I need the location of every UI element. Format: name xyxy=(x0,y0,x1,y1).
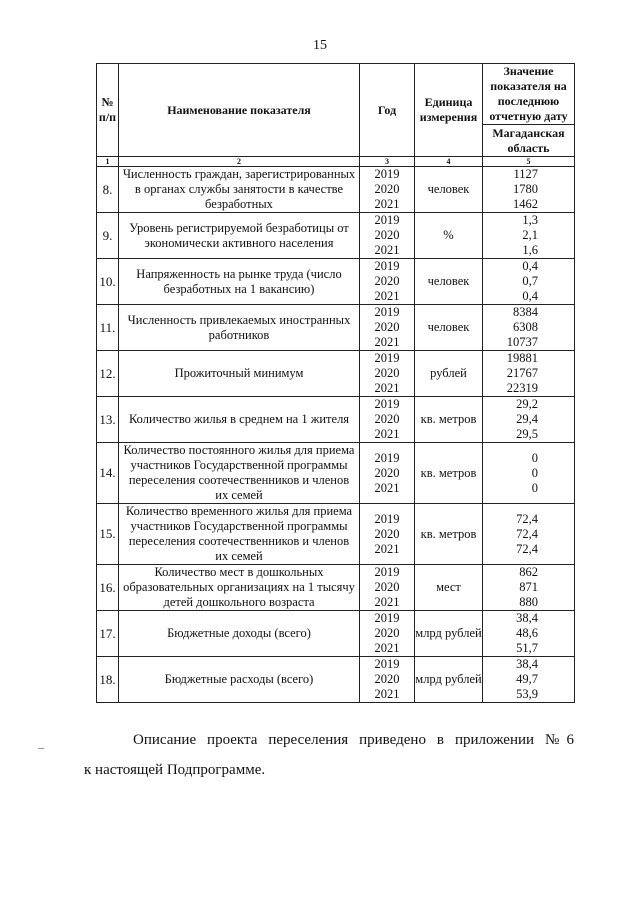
row-number: 10. xyxy=(97,259,119,305)
table-row xyxy=(97,259,575,305)
paragraph-line-1: Описание проекта переселения приведено в приложении №6 xyxy=(133,732,574,748)
table-row xyxy=(97,443,575,504)
indicator-value: 0,4 xyxy=(522,289,538,303)
unit-of-measure: человек xyxy=(415,167,483,213)
year-value: 2020 xyxy=(374,366,400,380)
unit-of-measure: рублей xyxy=(415,351,483,397)
row-years xyxy=(360,259,415,305)
year-value: 2021 xyxy=(374,595,400,609)
row-values xyxy=(483,657,575,703)
unit-of-measure: % xyxy=(415,213,483,259)
row-values xyxy=(483,351,575,397)
year-value: 2019 xyxy=(374,450,400,465)
year-value: 2021 xyxy=(374,289,400,303)
unit-of-measure: мест xyxy=(415,565,483,611)
col-number: 4 xyxy=(415,157,483,167)
unit-of-measure: кв. метров xyxy=(415,397,483,443)
row-years xyxy=(360,657,415,703)
table-row xyxy=(97,213,575,259)
indicators-table xyxy=(96,63,575,703)
indicator-name: Количество постоянного жилья для приема участников Государственной программы переселения соотечественников и членов их семей xyxy=(119,443,360,504)
year-value: 2019 xyxy=(374,611,400,625)
column-numbers-row xyxy=(97,157,575,167)
indicator-value: 72,4 xyxy=(516,541,538,556)
indicator-name: Количество мест в дошкольных образовательных организациях на 1 тысячу детей дошкольного возраста xyxy=(119,565,360,611)
year-value: 2020 xyxy=(374,182,400,196)
year-value: 2021 xyxy=(374,381,400,395)
row-number: 11. xyxy=(97,305,119,351)
row-years xyxy=(360,167,415,213)
col-number: 3 xyxy=(360,157,415,167)
table-row xyxy=(97,167,575,213)
paragraph-line-2: к настоящей Подпрограмме. xyxy=(84,762,266,778)
year-value: 2019 xyxy=(374,305,400,319)
header-value: Значение показателя на последнюю отчетную дату xyxy=(483,64,575,125)
indicator-name: Численность граждан, зарегистрированных в органах службы занятости в качестве безработных xyxy=(119,167,360,213)
indicator-value: 0 xyxy=(531,480,538,495)
year-value: 2020 xyxy=(374,274,400,288)
row-values xyxy=(483,397,575,443)
table-row xyxy=(97,565,575,611)
row-values xyxy=(483,611,575,657)
row-number: 15. xyxy=(97,504,119,565)
indicator-value: 880 xyxy=(519,595,538,609)
year-value: 2019 xyxy=(374,397,400,411)
indicator-value: 38,4 xyxy=(516,611,538,625)
year-value: 2019 xyxy=(374,511,400,526)
indicator-value: 1127 xyxy=(513,167,538,181)
page-number: 15 xyxy=(313,38,327,53)
year-value: 2019 xyxy=(374,259,400,273)
year-value: 2021 xyxy=(374,427,400,441)
row-number: 14. xyxy=(97,443,119,504)
indicator-name: Бюджетные расходы (всего) xyxy=(119,657,360,703)
row-number: 9. xyxy=(97,213,119,259)
row-values xyxy=(483,259,575,305)
indicator-value: 1,3 xyxy=(522,213,538,227)
row-years xyxy=(360,443,415,504)
header-region: Магаданская область xyxy=(483,125,575,157)
row-years xyxy=(360,397,415,443)
unit-of-measure: млрд рублей xyxy=(415,657,483,703)
year-value: 2021 xyxy=(374,480,400,495)
year-value: 2019 xyxy=(374,351,400,365)
indicator-name: Прожиточный минимум xyxy=(119,351,360,397)
year-value: 2020 xyxy=(374,626,400,640)
indicator-value: 0 xyxy=(531,450,538,465)
indicator-value: 2,1 xyxy=(522,228,538,242)
header-num: № п/п xyxy=(97,64,119,157)
indicator-value: 29,4 xyxy=(516,412,538,426)
indicator-value: 8384 xyxy=(513,305,538,319)
year-value: 2020 xyxy=(374,228,400,242)
indicator-value: 72,4 xyxy=(516,511,538,526)
row-values xyxy=(483,305,575,351)
year-value: 2021 xyxy=(374,541,400,556)
row-years xyxy=(360,351,415,397)
row-years xyxy=(360,305,415,351)
indicator-name: Количество жилья в среднем на 1 жителя xyxy=(119,397,360,443)
indicator-value: 19881 xyxy=(506,351,538,365)
unit-of-measure: человек xyxy=(415,305,483,351)
row-values xyxy=(483,167,575,213)
year-value: 2021 xyxy=(374,641,400,655)
year-value: 2020 xyxy=(374,465,400,480)
indicator-value: 1462 xyxy=(513,197,538,211)
table-row xyxy=(97,657,575,703)
indicator-value: 1,6 xyxy=(522,243,538,257)
indicator-name: Бюджетные доходы (всего) xyxy=(119,611,360,657)
indicator-value: 1780 xyxy=(513,182,538,196)
row-values xyxy=(483,504,575,565)
row-years xyxy=(360,565,415,611)
year-value: 2019 xyxy=(374,657,400,671)
row-number: 13. xyxy=(97,397,119,443)
year-value: 2021 xyxy=(374,243,400,257)
unit-of-measure: человек xyxy=(415,259,483,305)
header-name: Наименование показателя xyxy=(119,64,360,157)
indicator-value: 38,4 xyxy=(516,657,538,671)
margin-mark xyxy=(38,748,44,749)
indicator-value: 862 xyxy=(519,565,538,579)
indicator-value: 10737 xyxy=(506,335,538,349)
header-year: Год xyxy=(360,64,415,157)
row-years xyxy=(360,504,415,565)
indicator-name: Численность привлекаемых иностранных работников xyxy=(119,305,360,351)
indicator-value: 22319 xyxy=(506,381,538,395)
table-row xyxy=(97,351,575,397)
table-row xyxy=(97,397,575,443)
table-row xyxy=(97,504,575,565)
row-number: 18. xyxy=(97,657,119,703)
year-value: 2019 xyxy=(374,565,400,579)
col-number: 2 xyxy=(119,157,360,167)
year-value: 2021 xyxy=(374,335,400,349)
year-value: 2021 xyxy=(374,687,400,701)
indicator-name: Напряженность на рынке труда (число безработных на 1 вакансию) xyxy=(119,259,360,305)
indicator-value: 53,9 xyxy=(516,687,538,701)
indicator-name: Количество временного жилья для приема участников Государственной программы переселения соотечественников и членов их семей xyxy=(119,504,360,565)
row-number: 17. xyxy=(97,611,119,657)
unit-of-measure: кв. метров xyxy=(415,504,483,565)
table-row xyxy=(97,611,575,657)
row-number: 16. xyxy=(97,565,119,611)
unit-of-measure: кв. метров xyxy=(415,443,483,504)
indicator-value: 0 xyxy=(531,465,538,480)
year-value: 2020 xyxy=(374,580,400,594)
indicator-value: 29,5 xyxy=(516,427,538,441)
year-value: 2020 xyxy=(374,412,400,426)
unit-of-measure: млрд рублей xyxy=(415,611,483,657)
indicator-value: 21767 xyxy=(506,366,538,380)
year-value: 2019 xyxy=(374,213,400,227)
indicator-value: 29,2 xyxy=(516,397,538,411)
col-number: 5 xyxy=(483,157,575,167)
indicator-value: 871 xyxy=(519,580,538,594)
indicator-value: 49,7 xyxy=(516,672,538,686)
year-value: 2020 xyxy=(374,526,400,541)
year-value: 2020 xyxy=(374,672,400,686)
indicator-name: Уровень регистрируемой безработицы от экономически активного населения xyxy=(119,213,360,259)
row-years xyxy=(360,611,415,657)
row-years xyxy=(360,213,415,259)
table-row xyxy=(97,305,575,351)
year-value: 2019 xyxy=(374,167,400,181)
indicator-value: 72,4 xyxy=(516,526,538,541)
indicator-value: 0,7 xyxy=(522,274,538,288)
row-number: 12. xyxy=(97,351,119,397)
row-values xyxy=(483,443,575,504)
header-unit: Единица измерения xyxy=(415,64,483,157)
year-value: 2020 xyxy=(374,320,400,334)
indicator-value: 6308 xyxy=(513,320,538,334)
indicator-value: 0,4 xyxy=(522,259,538,273)
indicator-value: 48,6 xyxy=(516,626,538,640)
col-number: 1 xyxy=(97,157,119,167)
indicator-value: 51,7 xyxy=(516,641,538,655)
year-value: 2021 xyxy=(374,197,400,211)
row-values xyxy=(483,213,575,259)
row-values xyxy=(483,565,575,611)
row-number: 8. xyxy=(97,167,119,213)
